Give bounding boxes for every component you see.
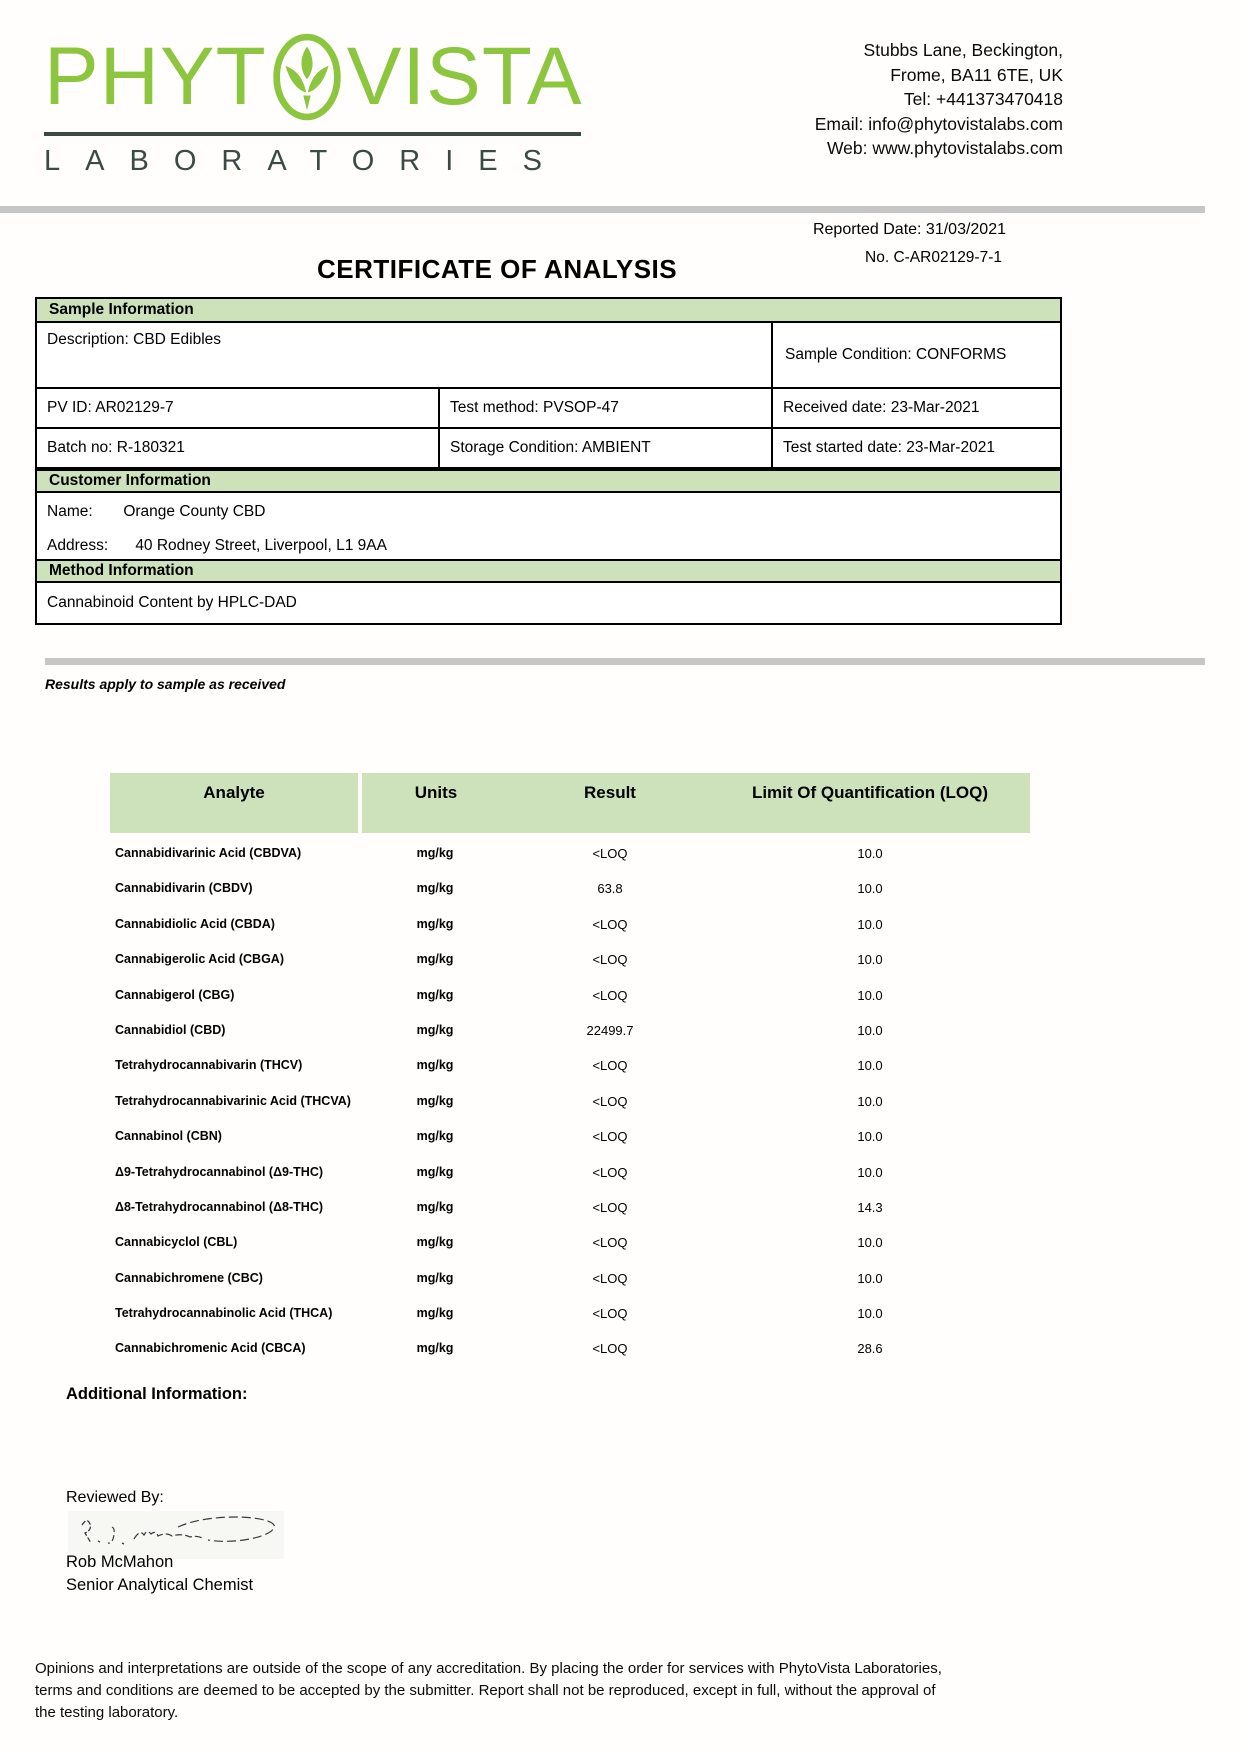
cell-analyte: Cannabidiol (CBD)	[115, 1022, 226, 1037]
table-row	[110, 1165, 1030, 1200]
cell-loq: 10.0	[857, 1306, 883, 1322]
page-title: CERTIFICATE OF ANALYSIS	[317, 254, 678, 284]
cell-analyte: Tetrahydrocannabivarinic Acid (THCVA)	[115, 1093, 351, 1108]
customer-address-line	[47, 537, 1050, 555]
cell-result: <LOQ	[592, 1164, 628, 1180]
customer-name-value: Orange County CBD	[123, 503, 266, 520]
cell-result: <LOQ	[592, 846, 628, 861]
cell-units: mg/kg	[416, 1306, 454, 1321]
cell-analyte: Δ9-Tetrahydrocannabinol (Δ9-THC)	[115, 1164, 324, 1179]
signature-scribble	[68, 1511, 284, 1559]
cell-units: mg/kg	[416, 846, 454, 860]
cell-units: mg/kg	[416, 1270, 454, 1285]
reviewer-title: Senior Analytical Chemist	[66, 1576, 254, 1594]
cell-analyte: Cannabidivarin (CBDV)	[115, 881, 253, 896]
contact-web: Web: www.phytovistalabs.com	[826, 138, 1063, 158]
table-row	[110, 952, 1030, 987]
cell-result: <LOQ	[592, 916, 628, 932]
cell-units: mg/kg	[416, 1235, 454, 1250]
cell-loq: 14.3	[857, 1199, 883, 1215]
logo-divider-rule	[44, 132, 581, 136]
batch-no-cell: Batch no: R-180321	[37, 429, 440, 467]
reviewed-by-label: Reviewed By:	[66, 1489, 164, 1506]
cell-analyte: Cannabicyclol (CBL)	[115, 1235, 238, 1250]
footer-line-3: the testing laboratory.	[35, 1704, 179, 1721]
cell-result: <LOQ	[592, 1341, 628, 1357]
cell-result: <LOQ	[592, 987, 628, 1003]
cell-loq: 10.0	[857, 987, 883, 1003]
column-header-result: Result	[584, 783, 636, 802]
table-row	[110, 846, 1030, 881]
logo-subtitle: LABORATORIES	[44, 145, 567, 177]
cell-units: mg/kg	[416, 881, 454, 896]
cell-loq: 10.0	[857, 952, 883, 968]
table-row	[110, 1235, 1030, 1270]
table-row	[110, 1129, 1030, 1164]
customer-address-value: 40 Rodney Street, Liverpool, L1 9AA	[135, 537, 387, 554]
sample-description-row	[37, 323, 1060, 389]
results-separator-rule	[45, 658, 1205, 665]
cell-units: mg/kg	[416, 1093, 454, 1108]
customer-info-cell	[37, 493, 1060, 559]
cell-loq: 10.0	[857, 1058, 883, 1074]
cell-result: <LOQ	[592, 1199, 628, 1215]
column-header-units: Units	[414, 783, 458, 802]
cell-units: mg/kg	[416, 1058, 454, 1073]
leaf-icon	[270, 28, 344, 126]
cell-loq: 10.0	[857, 1164, 883, 1180]
table-row	[110, 1306, 1030, 1341]
reported-date: Reported Date: 31/03/2021	[812, 221, 1006, 238]
results-note: Results apply to sample as received	[45, 676, 286, 692]
cell-result: <LOQ	[592, 1129, 628, 1145]
received-date-cell: Received date: 23-Mar-2021	[783, 399, 980, 416]
contact-email: Email: info@phytovistalabs.com	[814, 113, 1063, 134]
section-header-customer-information: Customer Information	[37, 469, 1060, 493]
column-header-analyte: Analyte	[203, 783, 265, 802]
column-header-loq: Limit Of Quantification (LOQ)	[751, 783, 989, 802]
table-row	[110, 988, 1030, 1023]
cell-units: mg/kg	[416, 1199, 454, 1214]
table-row	[110, 1200, 1030, 1235]
cell-analyte: Tetrahydrocannabinolic Acid (THCA)	[115, 1306, 333, 1321]
cell-analyte: Tetrahydrocannabivarin (THCV)	[115, 1058, 303, 1073]
header-separator-rule	[0, 206, 1205, 213]
sample-ids-row	[37, 389, 1060, 429]
cell-analyte: Cannabichromene (CBC)	[115, 1270, 263, 1285]
cell-loq: 28.6	[857, 1341, 883, 1357]
cell-result: 22499.7	[586, 1022, 634, 1038]
cell-loq: 10.0	[857, 846, 883, 861]
footer-line-1: Opinions and interpretations are outside of the scope of any accreditation. By placing the order for services with PhytoVista Laboratories,	[35, 1660, 942, 1677]
cell-loq: 10.0	[857, 881, 883, 897]
cell-units: mg/kg	[416, 1129, 454, 1144]
logo-text-end: VISTA	[346, 31, 583, 122]
method-cell: Cannabinoid Content by HPLC-DAD	[47, 594, 297, 611]
logo-wordmark	[44, 26, 589, 128]
sample-batch-row	[37, 429, 1060, 469]
results-table-header	[110, 773, 1030, 833]
sample-condition-cell: Sample Condition: CONFORMS	[785, 346, 1007, 363]
customer-name-label: Name:	[47, 503, 93, 520]
footer-disclaimer	[35, 1658, 942, 1724]
table-row	[110, 1023, 1030, 1058]
cell-loq: 10.0	[857, 916, 883, 932]
cell-units: mg/kg	[416, 1164, 454, 1179]
signature-image	[68, 1511, 284, 1559]
test-method-cell: Test method: PVSOP-47	[440, 389, 773, 427]
sample-description-cell: Description: CBD Edibles	[37, 323, 773, 387]
cell-analyte: Cannabigerolic Acid (CBGA)	[115, 952, 284, 967]
lab-contact-block	[815, 38, 1063, 161]
cell-units: mg/kg	[416, 1341, 454, 1356]
storage-condition-cell: Storage Condition: AMBIENT	[440, 429, 773, 467]
section-header-method-information: Method Information	[37, 559, 1060, 583]
cell-loq: 10.0	[857, 1093, 883, 1109]
cell-loq: 10.0	[857, 1022, 883, 1038]
cell-result: <LOQ	[592, 1093, 628, 1109]
cell-result: <LOQ	[592, 1306, 628, 1322]
test-started-date-cell: Test started date: 23-Mar-2021	[783, 439, 995, 456]
cell-result: <LOQ	[592, 1058, 628, 1074]
cell-loq: 10.0	[857, 1129, 883, 1145]
cell-units: mg/kg	[416, 952, 454, 967]
table-row	[110, 1271, 1030, 1306]
phytovista-logo	[44, 26, 589, 178]
cell-result: <LOQ	[592, 1270, 628, 1286]
info-table	[35, 297, 1062, 625]
contact-address-line-1: Stubbs Lane, Beckington,	[863, 40, 1063, 60]
cell-units: mg/kg	[416, 916, 454, 931]
cell-analyte: Cannabidivarinic Acid (CBDVA)	[115, 846, 302, 860]
reviewer-name: Rob McMahon	[66, 1553, 174, 1571]
table-row	[110, 917, 1030, 952]
customer-name-line	[47, 503, 1050, 521]
cell-loq: 10.0	[857, 1235, 883, 1251]
section-header-sample-information: Sample Information	[37, 299, 1060, 323]
contact-address-line-2: Frome, BA11 6TE, UK	[890, 64, 1063, 85]
results-table	[110, 773, 1030, 1377]
logo-text-start: PHYT	[44, 31, 267, 122]
table-row	[110, 881, 1030, 916]
cell-result: <LOQ	[592, 1235, 628, 1251]
cell-units: mg/kg	[416, 1022, 454, 1037]
results-table-body	[110, 833, 1030, 1377]
contact-phone: Tel: +441373470418	[903, 89, 1063, 109]
cell-analyte: Cannabichromenic Acid (CBCA)	[115, 1341, 306, 1356]
cell-analyte: Δ8-Tetrahydrocannabinol (Δ8-THC)	[115, 1199, 324, 1214]
report-number: No. C-AR02129-7-1	[865, 249, 1002, 266]
cell-analyte: Cannabinol (CBN)	[115, 1129, 222, 1144]
cell-loq: 10.0	[857, 1270, 883, 1286]
table-row	[110, 1058, 1030, 1093]
cell-analyte: Cannabigerol (CBG)	[115, 987, 235, 1002]
cell-units: mg/kg	[416, 987, 454, 1002]
table-row	[110, 1094, 1030, 1129]
footer-line-2: terms and conditions are deemed to be accepted by the submitter. Report shall not be reproduced, except in full, without the approval of	[35, 1682, 936, 1699]
cell-result: 63.8	[597, 881, 623, 897]
table-row	[110, 1341, 1030, 1376]
customer-address-label: Address:	[47, 537, 109, 554]
additional-information-label: Additional Information:	[66, 1385, 248, 1403]
cell-result: <LOQ	[592, 952, 628, 968]
cell-analyte: Cannabidiolic Acid (CBDA)	[115, 916, 275, 931]
pv-id-cell: PV ID: AR02129-7	[37, 389, 440, 427]
